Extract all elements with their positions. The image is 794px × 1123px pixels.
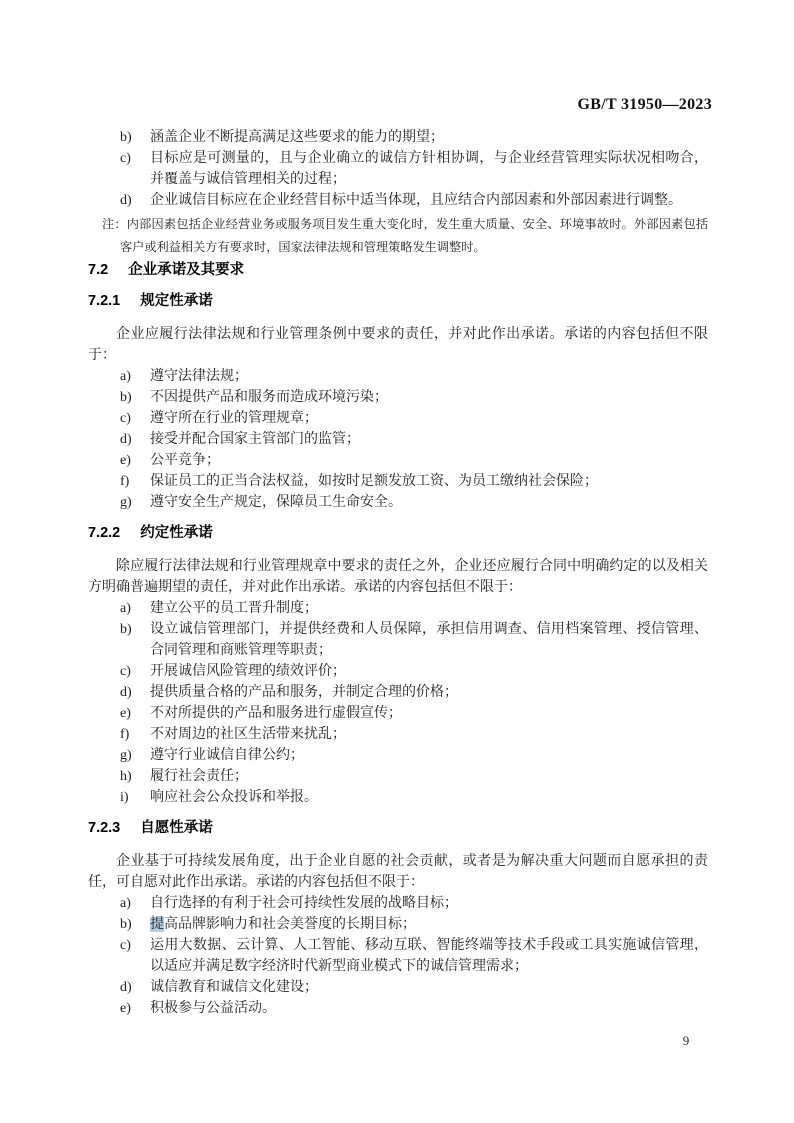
list-item <box>88 366 708 387</box>
list-item-text: 遵守安全生产规定，保障员工生命安全。 <box>150 495 402 510</box>
list-item-text: 遵守法律法规； <box>150 369 248 384</box>
list-item-text <box>150 914 708 935</box>
list-item-text: 响应社会公众投诉和举报。 <box>150 790 318 805</box>
list-item-label: d) <box>120 685 132 700</box>
list-item-text: 不对所提供的产品和服务进行虚假宣传； <box>150 706 402 721</box>
list-item <box>88 745 708 766</box>
paragraph: 除应履行法律法规和行业管理规章中要求的责任之外，企业还应履行合同中明确约定的以及相关方明确普遍期望的责任，并对此作出承诺。承诺的内容包括但不限于： <box>88 559 708 595</box>
list-item-text: 开展诚信风险管理的绩效评价； <box>150 664 346 679</box>
list-item <box>88 893 708 914</box>
section-number: 7.2.1 <box>88 293 121 309</box>
page-number: 9 <box>682 1033 690 1048</box>
section-title: 自愿性承诺 <box>140 820 213 836</box>
list-item-label: g) <box>120 495 132 510</box>
list-item-text: 建立公平的员工晋升制度； <box>150 601 318 616</box>
lettered-list-7-2-1 <box>88 366 708 513</box>
list-item <box>88 429 708 450</box>
list-item <box>88 492 708 513</box>
list-item-label: b) <box>120 917 132 932</box>
list-item <box>88 148 708 190</box>
list-item <box>88 127 708 148</box>
list-item-text: 积极参与公益活动。 <box>150 1001 276 1016</box>
standard-number: GB/T 31950—2023 <box>577 96 712 113</box>
list-item <box>88 682 708 703</box>
list-item <box>88 914 708 935</box>
lettered-list-7-2-3 <box>88 893 708 1019</box>
list-item-label: h) <box>120 769 132 784</box>
list-item-text: 履行社会责任； <box>150 769 248 784</box>
list-item-text: 运用大数据、云计算、人工智能、移动互联、智能终端等技术手段或工具实施诚信管理，以适应并满足数字经济时代新型商业模式下的诚信管理需求； <box>150 938 708 974</box>
note <box>88 213 708 258</box>
section-heading-7-2-3 <box>88 818 708 839</box>
list-item <box>88 724 708 745</box>
section-number: 7.2.3 <box>88 820 121 836</box>
list-item-label: c) <box>120 938 131 953</box>
list-item-label: i) <box>120 790 129 805</box>
list-item <box>88 935 708 977</box>
list-item-text: 保证员工的正当合法权益，如按时足额发放工资、为员工缴纳社会保险； <box>150 474 598 489</box>
list-item <box>88 619 708 661</box>
list-item-label: d) <box>120 980 132 995</box>
section-heading-7-2-1 <box>88 291 708 312</box>
list-item-text: 涵盖企业不断提高满足这些要求的能力的期望； <box>150 130 444 145</box>
list-item-label: b) <box>120 622 132 637</box>
list-item-label: e) <box>120 1001 131 1016</box>
lettered-list-goals <box>88 127 708 211</box>
section-title: 企业承诺及其要求 <box>128 262 245 278</box>
list-item <box>88 450 708 471</box>
list-item <box>88 787 708 808</box>
list-item-text: 公平竞争； <box>150 453 220 468</box>
list-item-text-rest: 高品牌影响力和社会美誉度的长期目标； <box>164 917 416 932</box>
list-item-text: 不对周边的社区生活带来扰乱； <box>150 727 346 742</box>
list-item <box>88 661 708 682</box>
list-item-text: 设立诚信管理部门，并提供经费和人员保障，承担信用调查、信用档案管理、授信管理、合同管理和商账管理等职责； <box>150 622 708 658</box>
list-item-text: 接受并配合国家主管部门的监管； <box>150 432 360 447</box>
lettered-list-7-2-2 <box>88 598 708 808</box>
list-item <box>88 998 708 1019</box>
list-item-label: f) <box>120 727 130 742</box>
page-content <box>88 127 708 1019</box>
list-item-label: b) <box>120 390 132 405</box>
list-item <box>88 387 708 408</box>
note-label: 注： <box>102 217 127 231</box>
selected-text: 提 <box>150 917 164 932</box>
list-item <box>88 408 708 429</box>
list-item <box>88 766 708 787</box>
list-item-text: 目标应是可测量的，且与企业确立的诚信方针相协调，与企业经营管理实际状况相吻合，并覆盖与诚信管理相关的过程； <box>150 151 708 187</box>
list-item-label: a) <box>120 896 131 911</box>
section-heading-7-2-2 <box>88 523 708 544</box>
list-item-label: c) <box>120 151 131 166</box>
list-item <box>88 977 708 998</box>
list-item-label: e) <box>120 706 131 721</box>
list-item-text: 自行选择的有利于社会可持续性发展的战略目标； <box>150 896 458 911</box>
list-item-label: a) <box>120 601 131 616</box>
section-number: 7.2.2 <box>88 525 121 541</box>
list-item-label: a) <box>120 369 131 384</box>
list-item-text: 诚信教育和诚信文化建设； <box>150 980 318 995</box>
section-heading-7-2 <box>88 260 708 281</box>
list-item <box>88 471 708 492</box>
list-item-text: 遵守所在行业的管理规章； <box>150 411 318 426</box>
list-item <box>88 703 708 724</box>
section-title: 约定性承诺 <box>140 525 213 541</box>
list-item-label: c) <box>120 664 131 679</box>
list-item-label: d) <box>120 432 132 447</box>
paragraph: 企业应履行法律法规和行业管理条例中要求的责任，并对此作出承诺。承诺的内容包括但不限于： <box>88 327 708 363</box>
section-title: 规定性承诺 <box>140 293 213 309</box>
list-item-label: d) <box>120 193 132 208</box>
note-text: 内部因素包括企业经营业务或服务项目发生重大变化时，发生重大质量、安全、环境事故时。外部因素包括客户或利益相关方有要求时，国家法律法规和管理策略发生调整时。 <box>120 217 709 254</box>
list-item <box>88 190 708 211</box>
list-item-label: e) <box>120 453 131 468</box>
list-item-label: f) <box>120 474 130 489</box>
list-item-text: 遵守行业诚信自律公约； <box>150 748 304 763</box>
paragraph: 企业基于可持续发展角度，出于企业自愿的社会贡献，或者是为解决重大问题而自愿承担的责任，可自愿对此作出承诺。承诺的内容包括但不限于： <box>88 854 708 890</box>
list-item-text: 不因提供产品和服务而造成环境污染； <box>150 390 388 405</box>
list-item-text: 提供质量合格的产品和服务，并制定合理的价格； <box>150 685 458 700</box>
section-number: 7.2 <box>88 262 109 278</box>
list-item-label: c) <box>120 411 131 426</box>
list-item-label: b) <box>120 130 132 145</box>
list-item-label: g) <box>120 748 132 763</box>
list-item <box>88 598 708 619</box>
list-item-text: 企业诚信目标应在企业经营目标中适当体现，且应结合内部因素和外部因素进行调整。 <box>150 193 682 208</box>
